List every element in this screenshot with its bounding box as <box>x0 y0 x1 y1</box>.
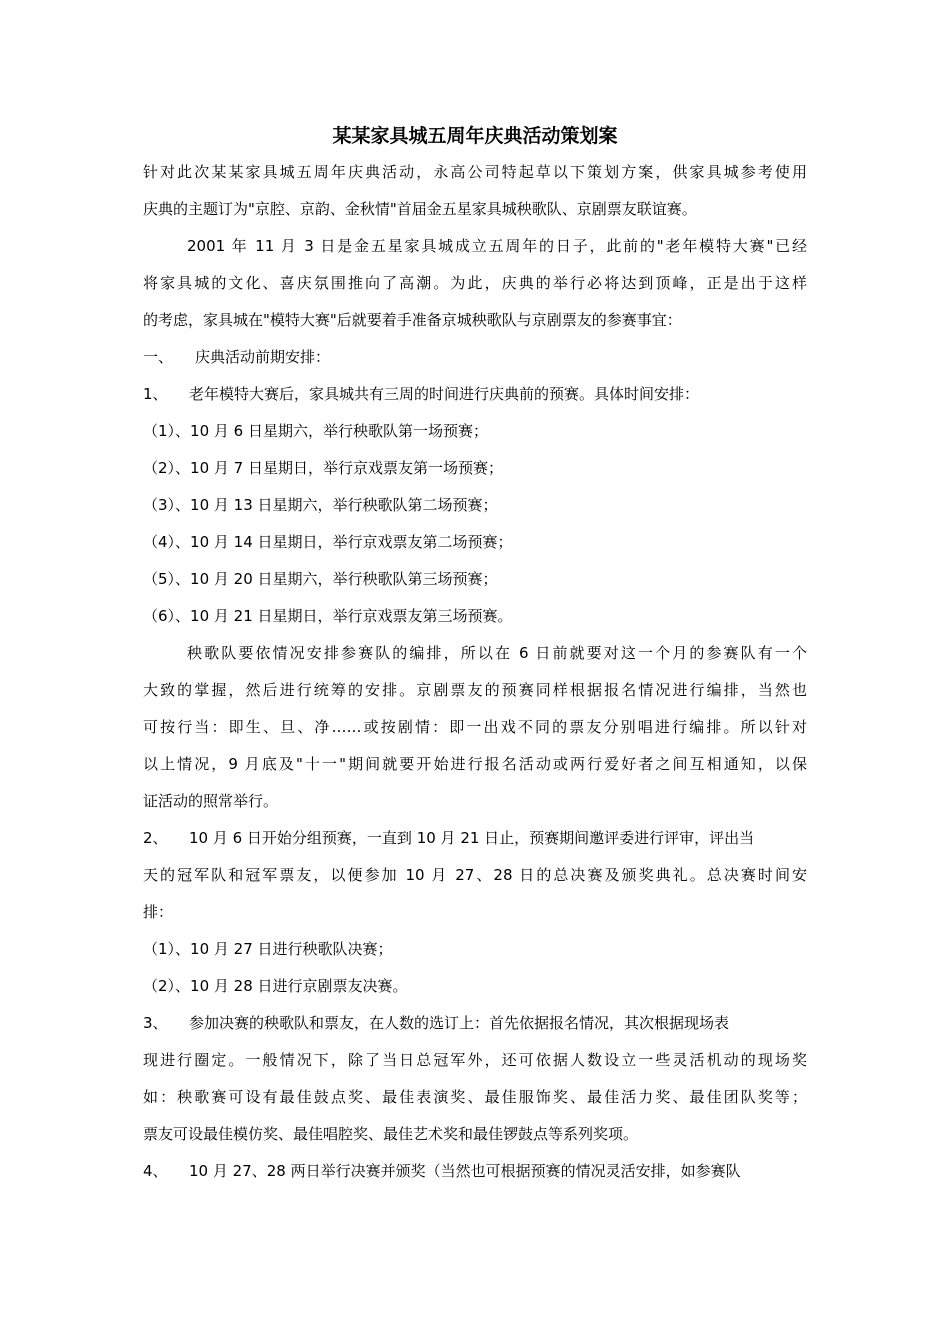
intro-line-2: 庆典的主题订为"京腔、京韵、金秋情"首届金五星家具城秧歌队、京剧票友联谊赛。 <box>143 200 697 218</box>
item-2-line-3: 排： <box>143 903 174 921</box>
section-1-text: 庆典活动前期安排： <box>195 348 331 366</box>
item-3-number: 3、 <box>143 1014 168 1032</box>
para1-line-3: 的考虑，家具城在"模特大赛"后就要着手准备京城秧歌队与京剧票友的参赛事宜： <box>143 311 682 329</box>
item-1-text: 老年模特大赛后，家具城共有三周的时间进行庆典前的预赛。具体时间安排： <box>189 385 700 403</box>
item-2-text-1: 10 月 6 日开始分组预赛，一直到 10 月 21 日止，预赛期间邀评委进行评审，评出当 <box>189 829 755 847</box>
item-1 <box>143 376 807 413</box>
schedule1-item-3: （3）、10 月 13 日星期六，举行秧歌队第二场预赛； <box>143 496 498 514</box>
item-2-number: 2、 <box>143 829 168 847</box>
schedule1-item-6: （6）、10 月 21 日星期日，举行京戏票友第三场预赛。 <box>143 607 513 625</box>
intro-line-1: 针对此次某某家具城五周年庆典活动，永高公司特起草以下策划方案，供家具城参考使用 <box>143 163 807 181</box>
item-4 <box>143 1153 807 1190</box>
item-4-number: 4、 <box>143 1162 168 1180</box>
para2-line-2: 大致的掌握，然后进行统筹的安排。京剧票友的预赛同样根据报名情况进行编排，当然也 <box>143 681 807 699</box>
para1-line-2: 将家具城的文化、喜庆氛围推向了高潮。为此，庆典的举行必将达到顶峰，正是出于这样 <box>143 274 807 292</box>
document-title: 某某家具城五周年庆典活动策划案 <box>332 125 618 147</box>
item-2-line-1 <box>143 820 807 857</box>
section-1-number: 一、 <box>143 348 174 366</box>
schedule1-item-5: （5）、10 月 20 日星期六，举行秧歌队第三场预赛； <box>143 570 498 588</box>
item-3-line-2: 现进行圈定。一般情况下，除了当日总冠军外，还可依据人数设立一些灵活机动的现场奖 <box>143 1051 807 1069</box>
schedule2-item-1: （1）、10 月 27 日进行秧歌队决赛； <box>143 940 393 958</box>
para2-line-4: 以上情况，9 月底及"十一"期间就要开始进行报名活动或两行爱好者之间互相通知，以保 <box>143 755 807 773</box>
item-3-line-4: 票友可设最佳模仿奖、最佳唱腔奖、最佳艺术奖和最佳锣鼓点等系列奖项。 <box>143 1125 639 1143</box>
para2-line-1: 秧歌队要依情况安排参赛队的编排，所以在 6 日前就要对这一个月的参赛队有一个 <box>187 644 807 662</box>
schedule1-item-4: （4）、10 月 14 日星期日，举行京戏票友第二场预赛； <box>143 533 513 551</box>
item-4-text: 10 月 27、28 两日举行决赛并颁奖（当然也可根据预赛的情况灵活安排，如参赛队 <box>189 1162 741 1180</box>
para2-line-5: 证活动的照常举行。 <box>143 792 279 810</box>
item-3-text-1: 参加决赛的秧歌队和票友，在人数的选订上：首先依据报名情况，其次根据现场表 <box>189 1014 730 1032</box>
section-1-heading <box>143 339 807 376</box>
schedule1-item-2: （2）、10 月 7 日星期日，举行京戏票友第一场预赛； <box>143 459 503 477</box>
para1-line-1: 2001 年 11 月 3 日是金五星家具城成立五周年的日子，此前的"老年模特大赛"已经 <box>187 237 807 255</box>
item-2-line-2: 天的冠军队和冠军票友，以便参加 10 月 27、28 日的总决赛及颁奖典礼。总决赛时间安 <box>143 866 807 884</box>
schedule1-item-1: （1）、10 月 6 日星期六，举行秧歌队第一场预赛； <box>143 422 488 440</box>
para2-line-3: 可按行当：即生、旦、净……或按剧情：即一出戏不同的票友分别唱进行编排。所以针对 <box>143 718 807 736</box>
item-3-line-3: 如：秧歌赛可设有最佳鼓点奖、最佳表演奖、最佳服饰奖、最佳活力奖、最佳团队奖等； <box>143 1088 807 1106</box>
document-page <box>143 118 807 1190</box>
item-1-number: 1、 <box>143 385 168 403</box>
item-3-line-1 <box>143 1005 807 1042</box>
schedule2-item-2: （2）、10 月 28 日进行京剧票友决赛。 <box>143 977 408 995</box>
